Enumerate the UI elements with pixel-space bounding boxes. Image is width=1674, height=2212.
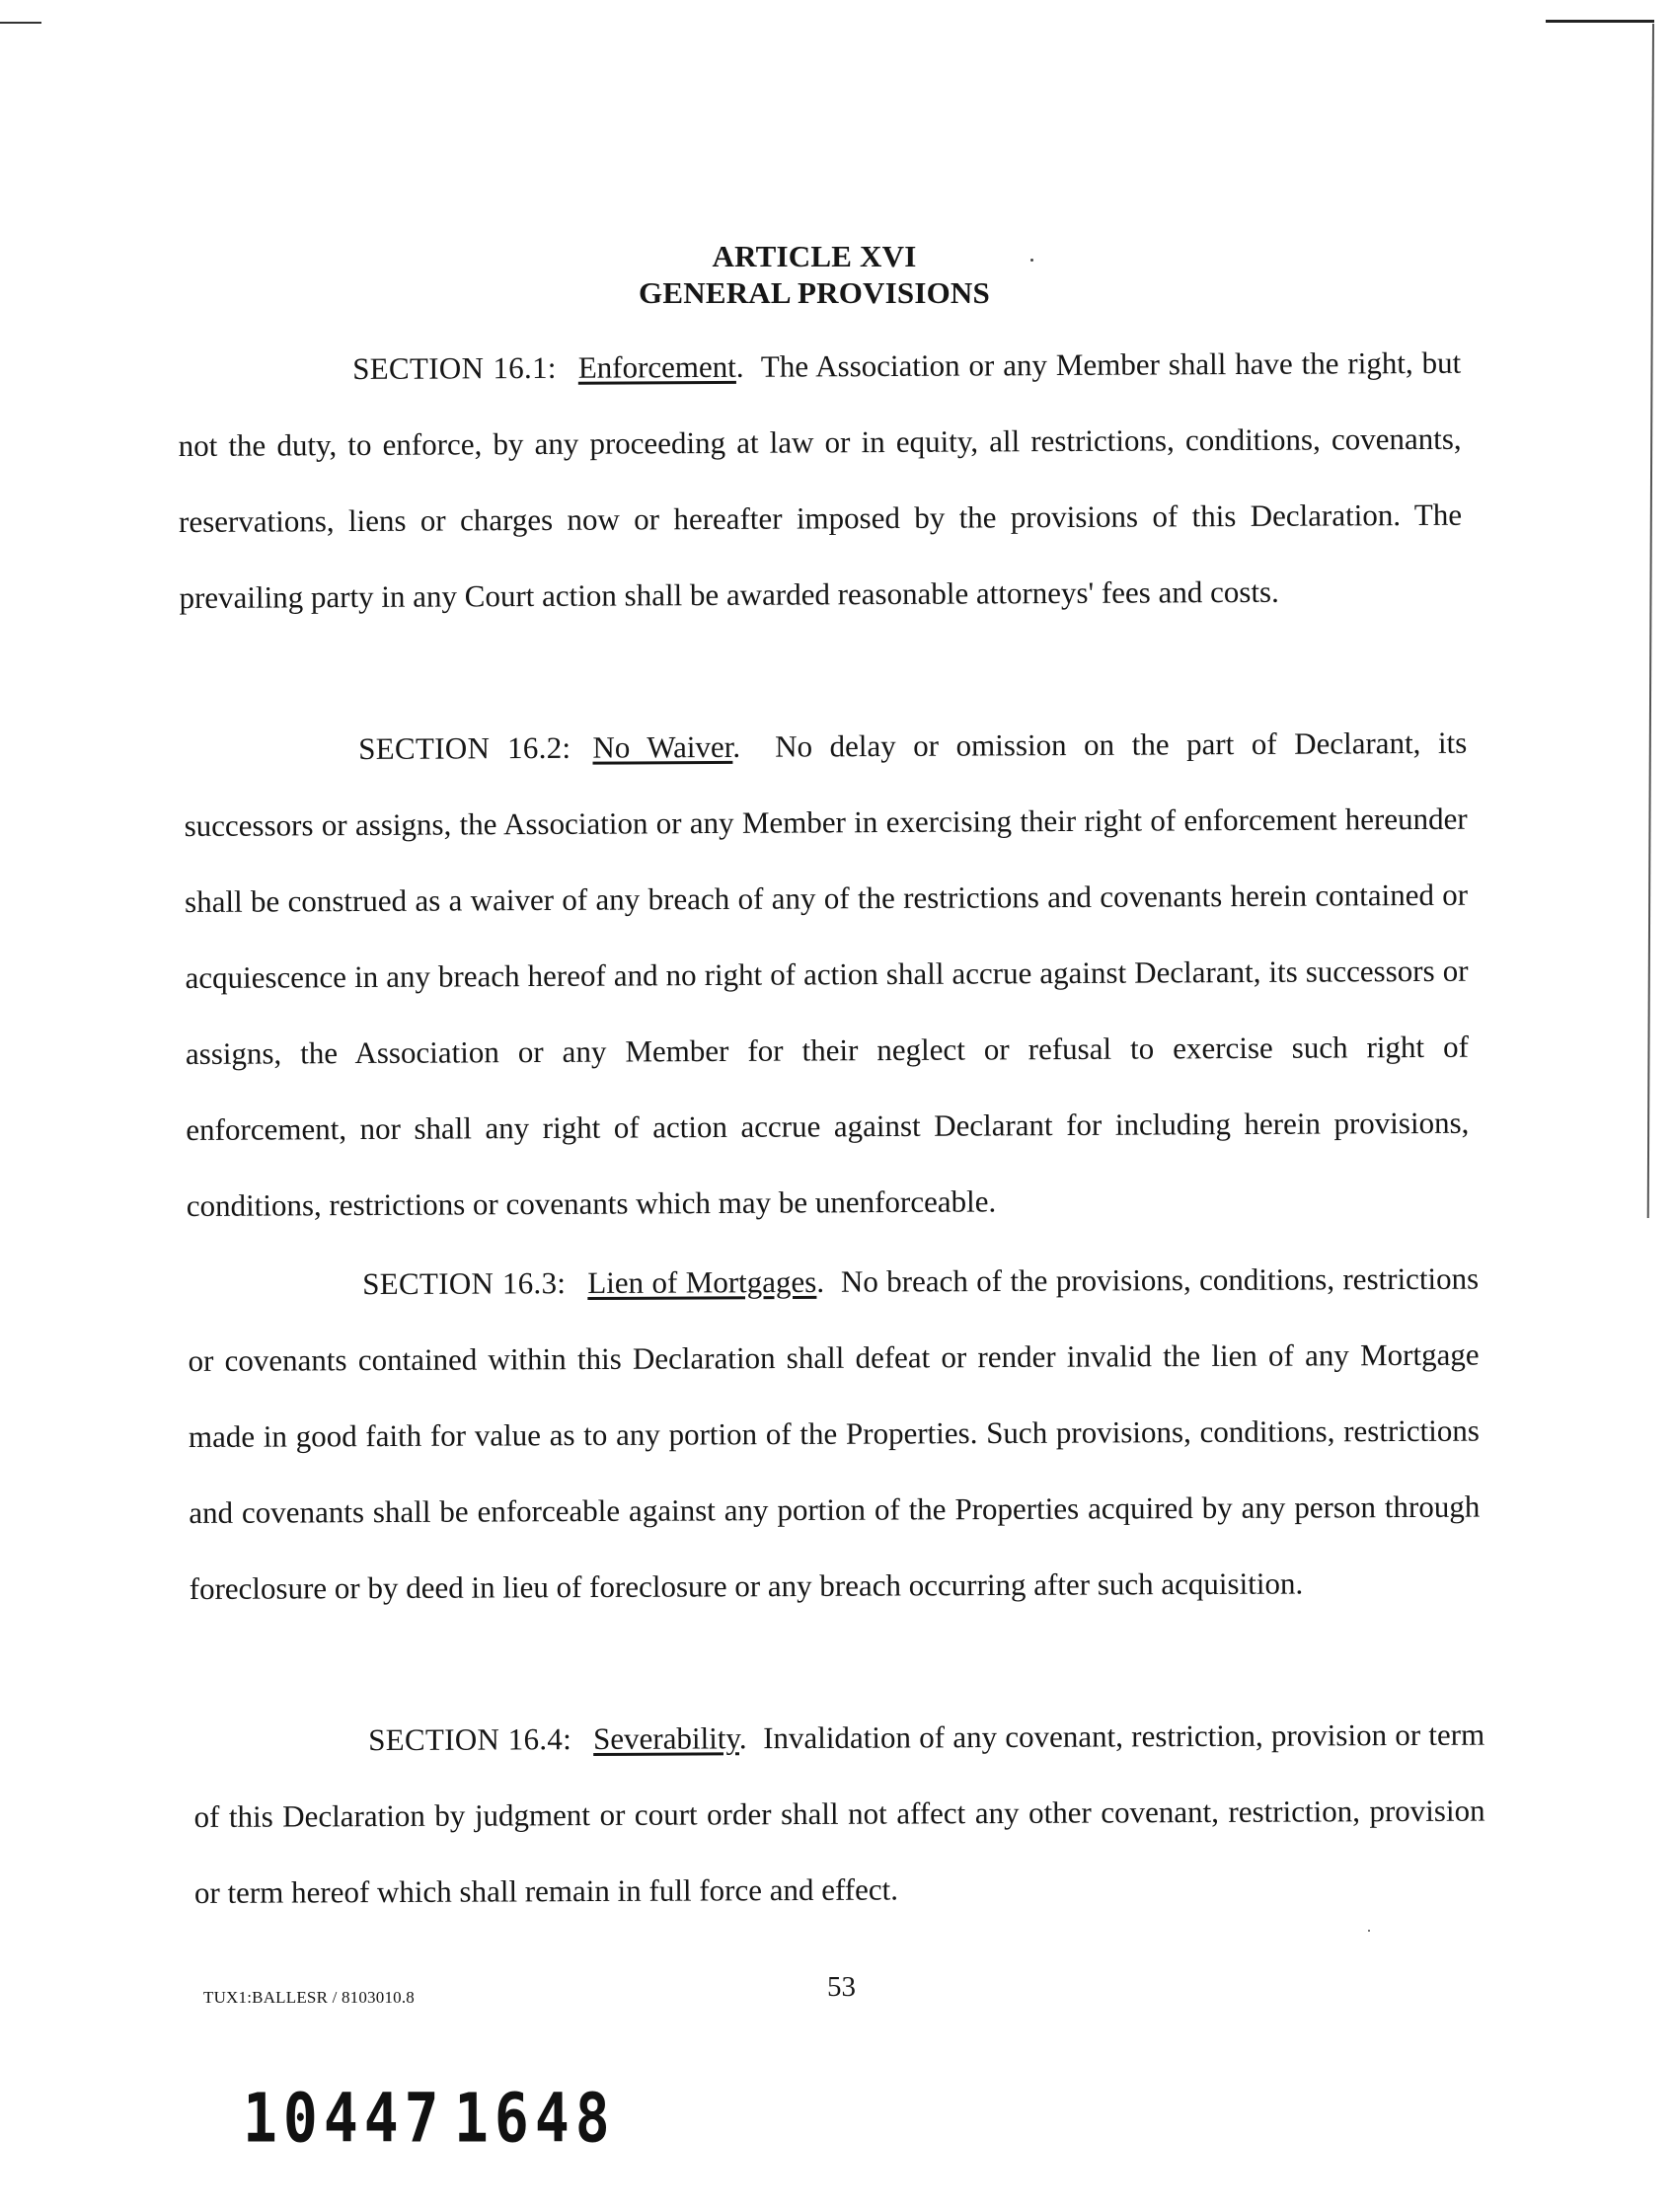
section-16-1: SECTION 16.1: Enforcement. The Association or any Member shall have the right, but not the duty, to enforce, by any proceeding at law or in equity, all restrictions, conditions, covenants, reservations, liens or charges now or hereafter imposed by the provisions of this Declaration. The prevailing party in any Court action shall be awarded reasonable attorneys' fees and costs. [178, 344, 1463, 615]
section-title: Enforcement [577, 348, 736, 385]
section-title: Lien of Mortgages [587, 1263, 817, 1301]
article-number: ARTICLE XVI [712, 239, 917, 273]
section-body: Invalidation of any covenant, restriction, provision or term of this Declaration by judgment or court order shall not affect any other covenant, restriction, provision or term hereof which shall remain in full force and effect. [193, 1716, 1485, 1910]
section-label: SECTION 16.1: [352, 349, 557, 387]
section-body: No breach of the provisions, conditions, restrictions or covenants contained within this Declaration shall defeat or render invalid the lien of any Mortgage made in good faith for value as to any portion of the Properties. Such provisions, conditions, restrictions and covenants shall be enforceable against any portion of the Properties acquired by any person through foreclosure or by deed in lieu of foreclosure or any breach occurring after such acquisition. [188, 1260, 1481, 1606]
scan-edge-mark [1546, 20, 1654, 23]
section-title: No Waiver [592, 728, 733, 765]
section-title: Severability [593, 1720, 739, 1757]
scan-edge-mark [0, 22, 41, 24]
section-label: SECTION 16.2: [358, 729, 571, 767]
section-body: The Association or any Member shall have the right, but not the duty, to enforce, by any proceeding at law or in equity, all restrictions, conditions, covenants, reservations, liens or charges now or hereafter imposed by the provisions of this Declaration. The prevailing party in any Court action shall be awarded reasonable attorneys' fees and costs. [178, 344, 1463, 615]
scan-edge-line [1647, 24, 1654, 1218]
article-title: GENERAL PROVISIONS [639, 275, 990, 310]
recording-book-number: 10447 [243, 2079, 445, 2159]
document-id: TUX1:BALLESR / 8103010.8 [203, 1988, 415, 2007]
page-number: 53 [827, 1971, 856, 2003]
section-16-3: SECTION 16.3: Lien of Mortgages. No breach of the provisions, conditions, restrictions or covenants contained within this Declaration shall defeat or render invalid the lien of any Mortgage made in good faith for value as to any portion of the Properties. Such provisions, conditions, restrictions and covenants shall be enforceable against any portion of the Properties acquired by any person through foreclosure or by deed in lieu of foreclosure or any breach occurring after such acquisition. [188, 1260, 1481, 1606]
section-label: SECTION 16.3: [362, 1265, 567, 1302]
scan-speck [1368, 1930, 1370, 1932]
section-body: No delay or omission on the part of Declarant, its successors or assigns, the Association or any Member in exercising their right of enforcement hereunder shall be construed as a waiver of any breach of any of the restrictions and covenants herein contained or acquiescence in any breach hereof and no right of action shall accrue against Declarant, its successors or assigns, the Association or any Member for their neglect or refusal to exercise such right of enforcement, nor shall any right of action accrue against Declarant for including herein provisions, conditions, restrictions or covenants which may be unenforceable. [184, 725, 1470, 1223]
section-label: SECTION 16.4: [368, 1721, 572, 1758]
section-16-4: SECTION 16.4: Severability. Invalidation of any covenant, restriction, provision or term of this Declaration by judgment or court order shall not affect any other covenant, restriction, provision or term hereof which shall remain in full force and effect. [193, 1716, 1485, 1910]
section-16-2: SECTION 16.2: No Waiver. No delay or omission on the part of Declarant, its successors or assigns, the Association or any Member in exercising their right of enforcement hereunder shall be construed as a waiver of any breach of any of the restrictions and covenants herein contained or acquiescence in any breach hereof and no right of action shall accrue against Declarant, its successors or assigns, the Association or any Member for their neglect or refusal to exercise such right of enforcement, nor shall any right of action accrue against Declarant for including herein provisions, conditions, restrictions or covenants which may be unenforceable. [184, 725, 1470, 1223]
recording-page-number: 1648 [454, 2079, 616, 2159]
